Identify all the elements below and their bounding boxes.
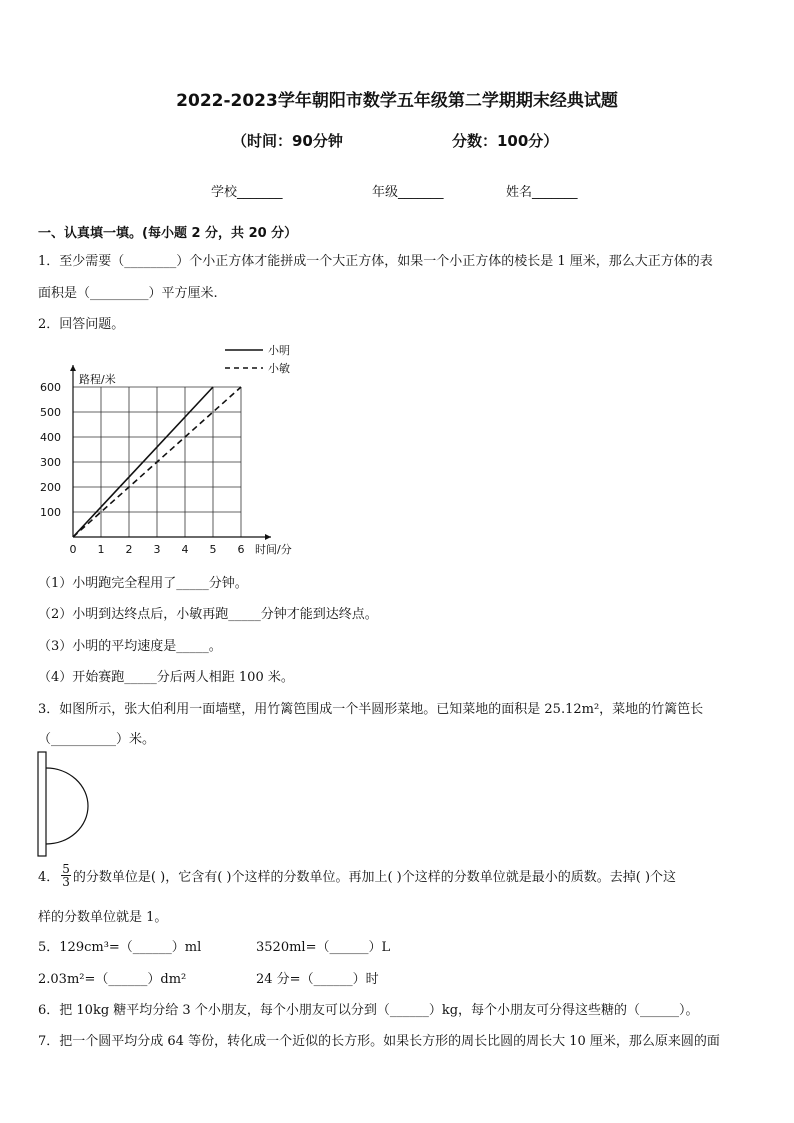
- wall-shape: [38, 752, 46, 856]
- grade-field[interactable]: 年级_______: [372, 185, 444, 200]
- semicircle-garden-figure: [36, 750, 96, 858]
- q4-line2: 样的分数单位就是 1。: [38, 910, 168, 925]
- q5-d: 24 分=（______）时: [256, 972, 379, 987]
- name-field[interactable]: 姓名_______: [506, 185, 578, 200]
- q2-sub4: （4）开始赛跑_____分后两人相距 100 米。: [38, 670, 294, 685]
- q2-sub1: （1）小明跑完全程用了_____分钟。: [38, 576, 248, 591]
- q6-line1: 6．把 10kg 糖平均分给 3 个小朋友，每个小朋友可以分到（______）kg，每个小朋友可分得这些糖的（______）。: [38, 1003, 699, 1018]
- x-tick-label: 5: [209, 543, 217, 556]
- fraction: [61, 863, 71, 888]
- q1-line1: 1．至少需要（________）个小正方体才能拼成一个大正方体，如果一个小正方体的棱长是 1 厘米，那么大正方体的表: [38, 254, 713, 269]
- exam-time: （时间：90分钟: [232, 132, 343, 150]
- chart-legend: [225, 343, 290, 375]
- x-tick-label: 1: [97, 543, 105, 556]
- x-axis-arrow: [265, 534, 271, 540]
- fraction-numerator: 5: [62, 862, 70, 876]
- exam-score: 分数：100分）: [452, 132, 559, 150]
- y-axis-label: 路程/米: [79, 373, 116, 386]
- y-tick-label: 200: [40, 481, 61, 494]
- q5-c: 2.03m²=（______）dm²: [38, 972, 187, 987]
- legend-label: 小明: [268, 344, 290, 357]
- q5-a: 5．129cm³=（______）ml: [38, 940, 202, 955]
- y-tick-label: 600: [40, 381, 61, 394]
- x-tick-label: 2: [125, 543, 133, 556]
- y-tick-label: 400: [40, 431, 61, 444]
- x-tick-label: 3: [153, 543, 161, 556]
- q2-title: 2．回答问题。: [38, 317, 125, 332]
- q7-line1: 7．把一个圆平均分成 64 等份，转化成一个近似的长方形。如果长方形的周长比圆的周长大 10 厘米，那么原来圆的面: [38, 1034, 720, 1049]
- y-tick-label: 300: [40, 456, 61, 469]
- y-tick-label: 100: [40, 506, 61, 519]
- y-axis-arrow: [70, 365, 76, 371]
- distance-time-chart: [30, 338, 320, 563]
- school-field[interactable]: 学校_______: [211, 185, 283, 200]
- x-axis-label: 时间/分: [255, 543, 292, 556]
- q4-line1: [38, 863, 676, 888]
- q1-line2: 面积是（_________）平方厘米.: [38, 286, 218, 301]
- x-tick-label: 0: [69, 543, 77, 556]
- section-heading: 一、认真填一填。(每小题 2 分，共 20 分）: [38, 226, 298, 241]
- y-tick-label: 500: [40, 406, 61, 419]
- q2-sub3: （3）小明的平均速度是_____。: [38, 639, 222, 654]
- q4-prefix: 4．: [38, 870, 60, 885]
- q5-b: 3520ml=（______）L: [256, 940, 391, 955]
- q3-line1: 3．如图所示，张大伯利用一面墙壁，用竹篱笆围成一个半圆形菜地。已知菜地的面积是 25.12m²，菜地的竹篱笆长: [38, 702, 704, 717]
- semicircle-fence: [46, 768, 88, 844]
- x-tick-label: 6: [237, 543, 245, 556]
- q2-sub2: （2）小明到达终点后，小敏再跑_____分钟才能到达终点。: [38, 607, 378, 622]
- fraction-denominator: 3: [62, 875, 70, 889]
- legend-label: 小敏: [268, 362, 290, 375]
- page-title: 2022-2023学年朝阳市数学五年级第二学期期末经典试题: [176, 91, 618, 111]
- chart-ticks: [40, 381, 245, 556]
- x-tick-label: 4: [181, 543, 189, 556]
- q3-line2: （__________）米。: [38, 732, 156, 747]
- q4-text: 的分数单位是( )，它含有( )个这样的分数单位。再加上( )个这样的分数单位就是最小的质数。去掉( )个这: [72, 870, 677, 885]
